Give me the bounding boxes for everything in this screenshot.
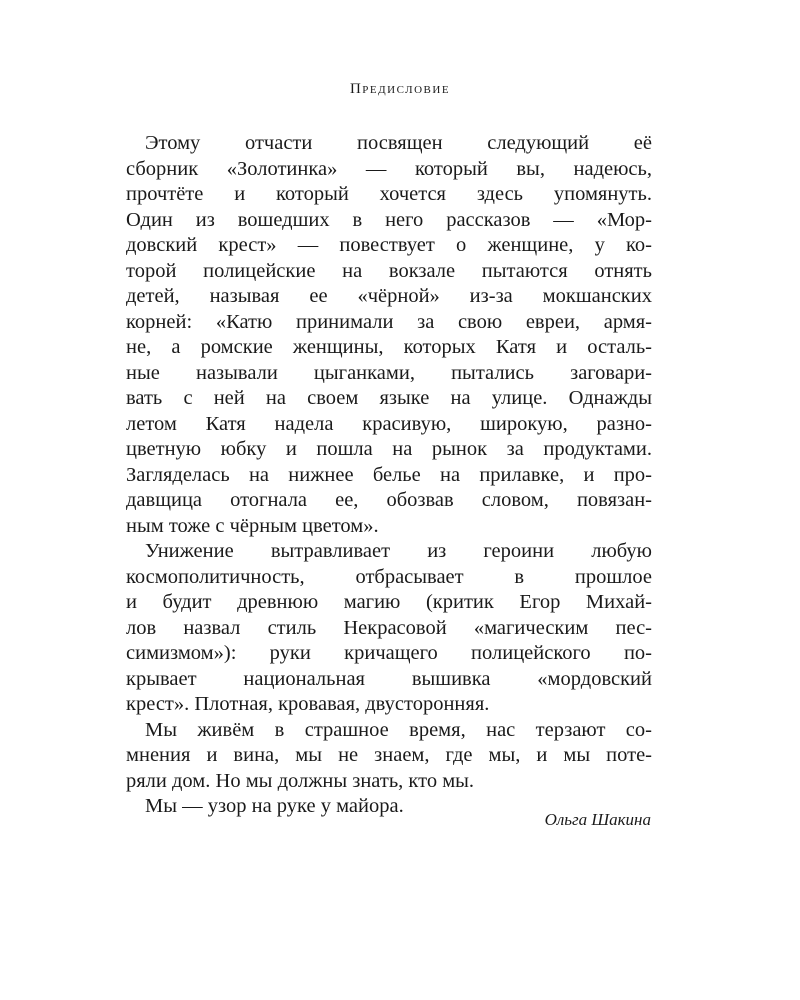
running-title: Предисловие xyxy=(349,81,451,97)
text-line: Этому отчасти посвящен следующий её xyxy=(145,132,652,154)
text-line: не, а ромские женщины, которых Катя и осталь- xyxy=(126,336,652,358)
text-line: торой полицейские на вокзале пытаются отнять xyxy=(126,259,652,282)
text-line: мнения и вина, мы не знаем, где мы, и мы поте- xyxy=(126,744,652,766)
text-line: цветную юбку и пошла на рынок за продуктами. xyxy=(126,438,652,460)
text-line: космополитичность, отбрасывает в прошлое xyxy=(126,565,652,588)
text-line: довский крест» — повествует о женщине, у ко- xyxy=(126,234,652,256)
text-line: крывает национальная вышивка «мордовский xyxy=(126,667,652,690)
text-line: ряли дом. Но мы должны знать, кто мы. xyxy=(126,769,475,792)
text-line: Один из вошедших в него рассказов — «Мор- xyxy=(126,208,652,231)
text-line: вать с ней на своем языке на улице. Однажды xyxy=(126,387,652,409)
text-line: летом Катя надела красивую, широкую, разно- xyxy=(126,412,652,435)
text-line: и будит древнюю магию (критик Егор Михай- xyxy=(126,591,652,613)
text-line: Загляделась на нижнее белье на прилавке, и про- xyxy=(126,463,652,486)
paragraph xyxy=(126,131,652,539)
body-text xyxy=(126,131,652,820)
text-line: давщица отогнала ее, обозвав словом, повязан- xyxy=(126,489,652,511)
text-line: прочтёте и который хочется здесь упомянуть. xyxy=(126,183,652,205)
paragraph xyxy=(126,718,652,795)
text-line: детей, называя ее «чёрной» из-за мокшанских xyxy=(126,285,652,307)
text-line: Мы живём в страшное время, нас терзают со- xyxy=(145,718,652,741)
paragraph xyxy=(126,539,652,718)
text-line: ные называли цыганками, пытались заговари- xyxy=(126,361,652,384)
text-line: сборник «Золотинка» — который вы, надеюсь, xyxy=(126,157,652,180)
text-line: Унижение вытравливает из героини любую xyxy=(145,540,652,562)
text-line: крест». Плотная, кровавая, двусторонняя. xyxy=(126,693,490,715)
text-line: ным тоже с чёрным цветом». xyxy=(126,514,379,537)
author-signature: Ольга Шакина xyxy=(544,810,651,829)
text-line: Мы — узор на руке у майора. xyxy=(145,795,404,817)
text-line: корней: «Катю принимали за свою евреи, армя- xyxy=(126,310,652,333)
text-line: симизмом»): руки кричащего полицейского по- xyxy=(126,642,652,664)
text-line: лов назвал стиль Некрасовой «магическим пес- xyxy=(126,616,652,639)
